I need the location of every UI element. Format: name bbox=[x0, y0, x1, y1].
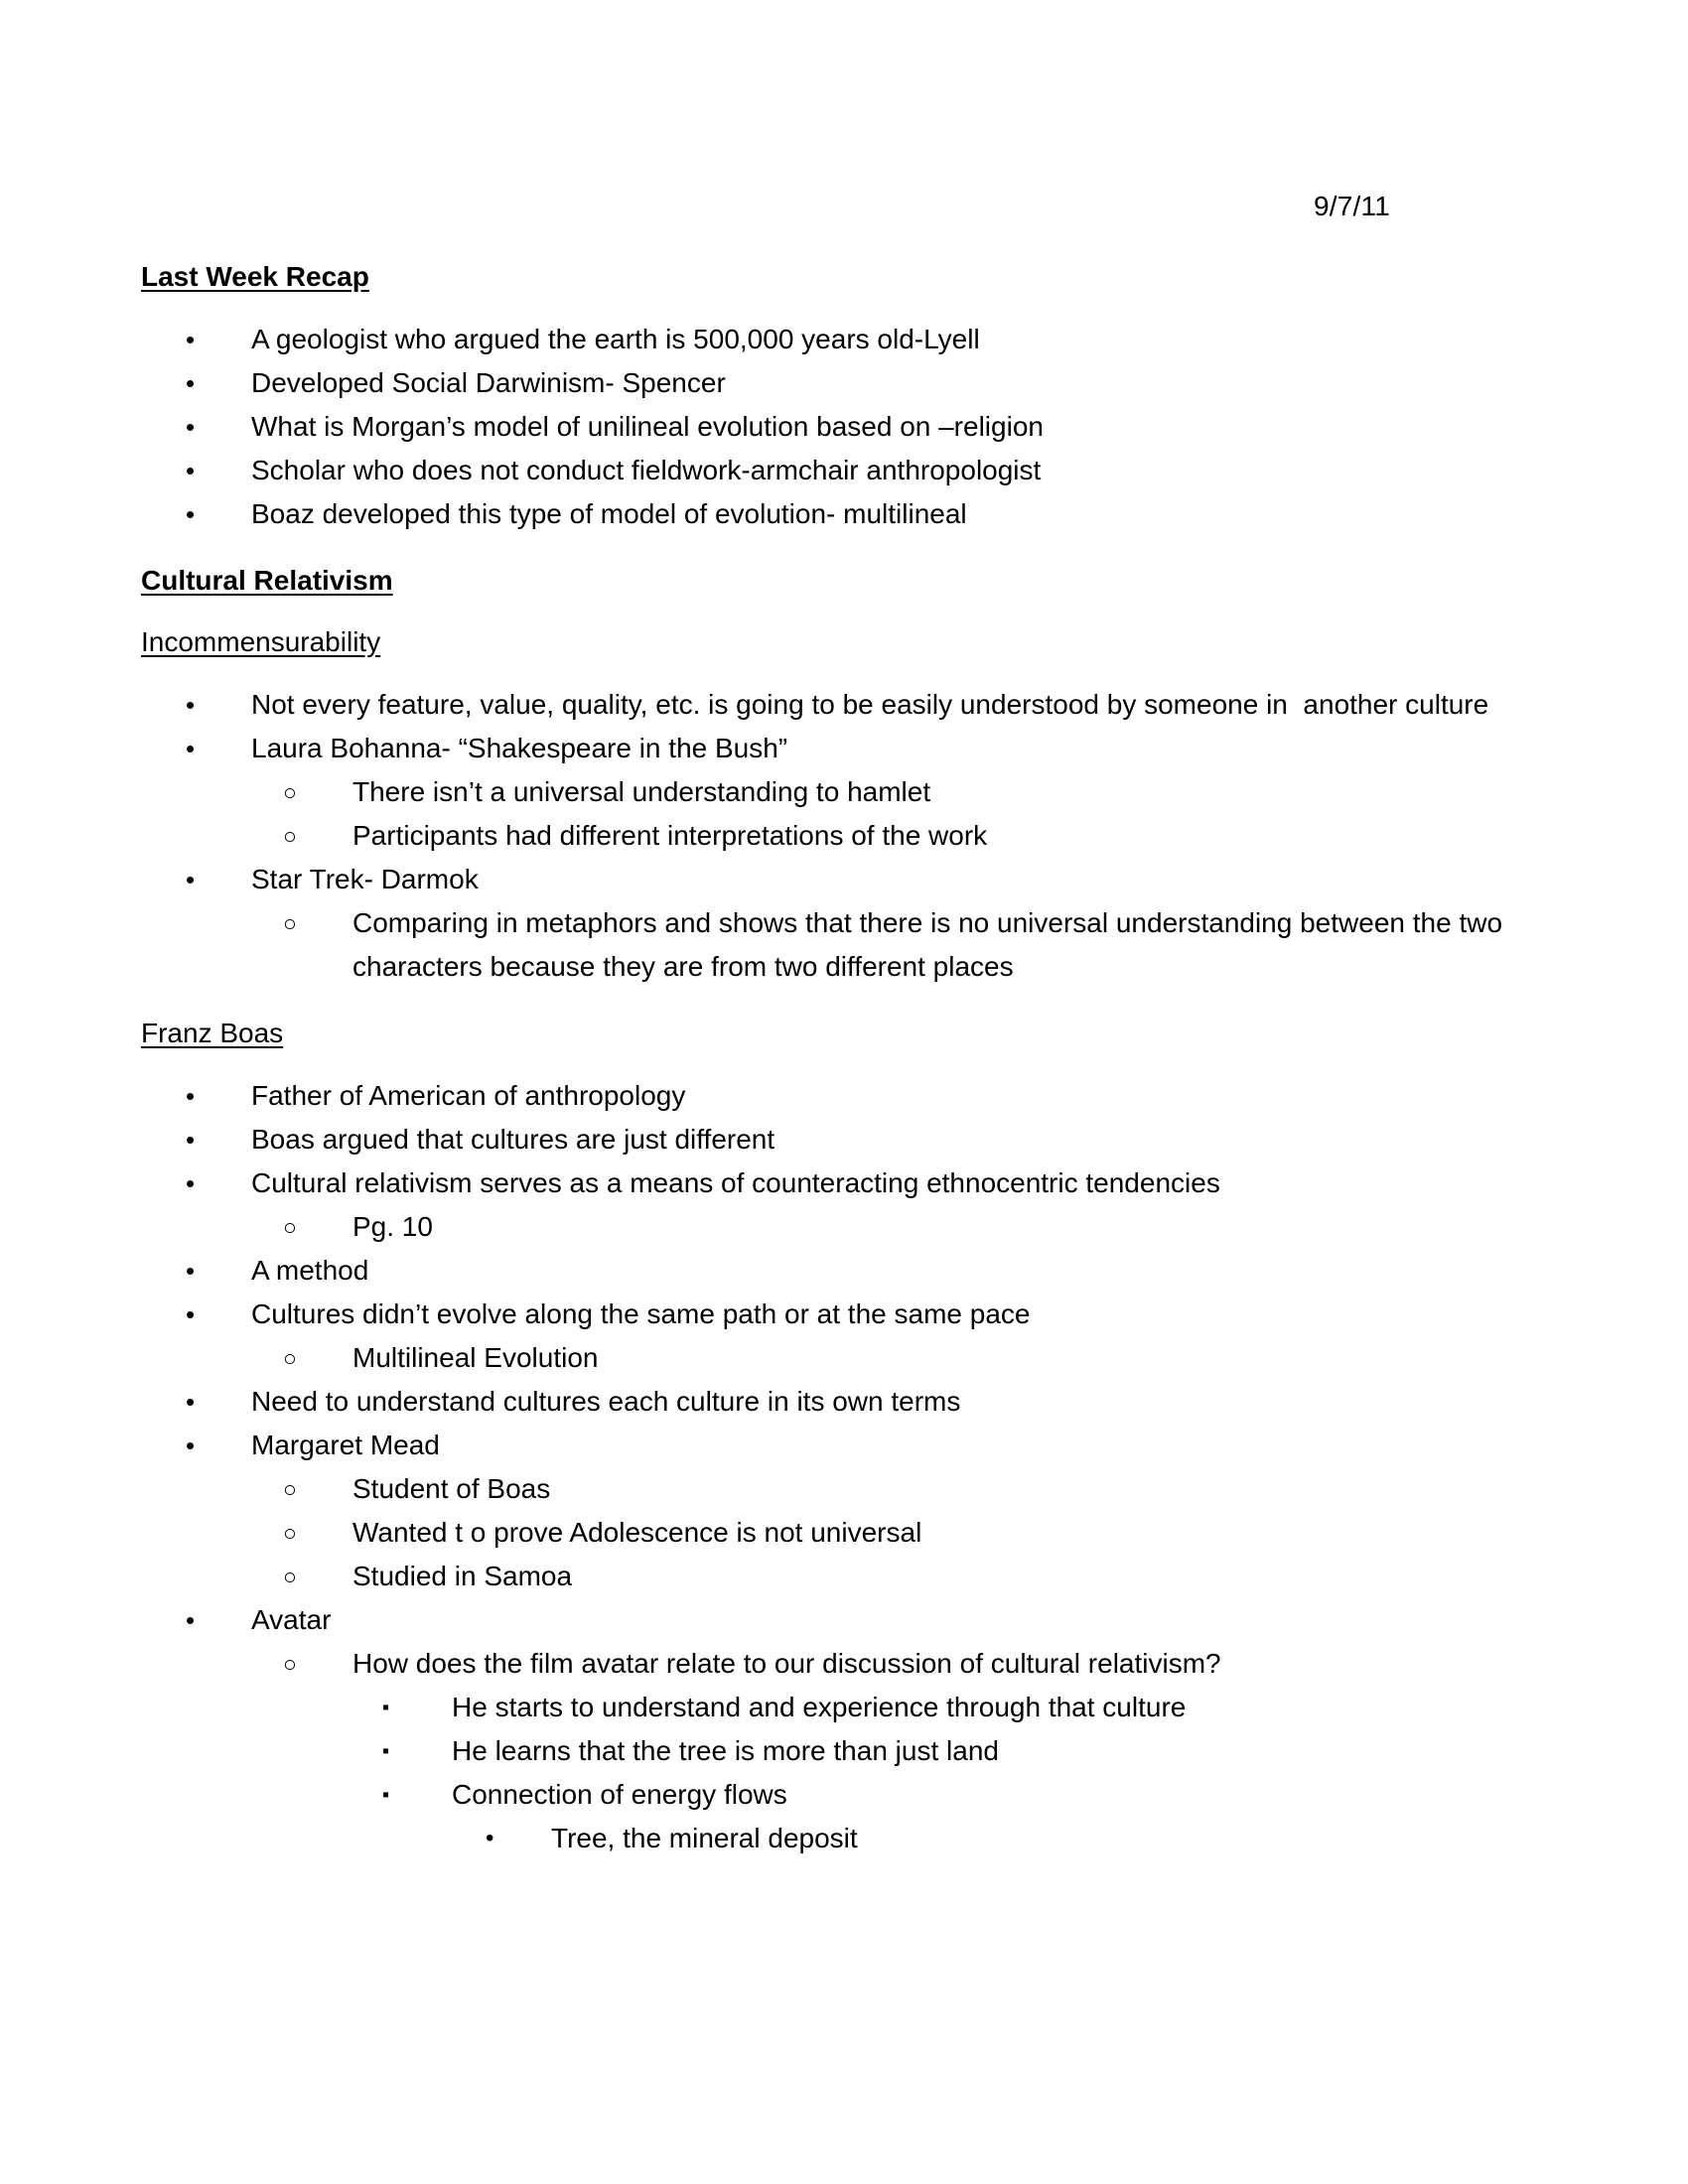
list-item bbox=[186, 1424, 1551, 1467]
list-item bbox=[283, 901, 1551, 989]
disc-bullet-icon: • bbox=[186, 1256, 196, 1286]
disc-bullet-icon: • bbox=[186, 499, 196, 529]
list-item-text: Margaret Mead bbox=[251, 1430, 440, 1460]
list-item bbox=[186, 1380, 1551, 1424]
section-heading-franz-boas: Franz Boas bbox=[141, 1018, 284, 1048]
list-item-text: What is Morgan’s model of unilineal evolution based on –religion bbox=[251, 411, 1044, 442]
square-bullet-icon: ▪ bbox=[382, 1697, 390, 1718]
list-item-text: Pg. 10 bbox=[352, 1211, 433, 1242]
list-item-text: He starts to understand and experience through that culture bbox=[452, 1692, 1187, 1722]
section-gap bbox=[141, 989, 1551, 1017]
disc-bullet-icon: • bbox=[186, 690, 196, 720]
section-heading-last-week-recap: Last Week Recap bbox=[141, 261, 369, 292]
list-item-text: How does the film avatar relate to our discussion of cultural relativism? bbox=[352, 1648, 1221, 1679]
list-item bbox=[382, 1729, 1551, 1773]
list-item-text: Developed Social Darwinism- Spencer bbox=[251, 367, 726, 398]
list-item bbox=[283, 1511, 1551, 1555]
disc-bullet-icon: • bbox=[186, 1605, 196, 1635]
disc-bullet-icon: • bbox=[186, 368, 196, 398]
list-item-text: Wanted t o prove Adolescence is not universal bbox=[352, 1517, 922, 1548]
circle-bullet-icon: ○ bbox=[283, 1564, 297, 1589]
list-item bbox=[186, 727, 1551, 770]
list-item bbox=[186, 1598, 1551, 1642]
square-bullet-icon: ▪ bbox=[382, 1784, 390, 1806]
list-item bbox=[283, 1336, 1551, 1380]
list-item-text: Boas argued that cultures are just different bbox=[251, 1124, 775, 1155]
circle-bullet-icon: ○ bbox=[283, 779, 297, 805]
square-bullet-icon: ▪ bbox=[382, 1740, 390, 1762]
list-item-text: Scholar who does not conduct fieldwork-armchair anthropologist bbox=[251, 455, 1042, 485]
list-item-text: A method bbox=[251, 1255, 369, 1286]
list-item bbox=[186, 361, 1551, 405]
list-item bbox=[186, 1161, 1551, 1205]
document-body bbox=[141, 260, 1551, 1860]
circle-bullet-icon: ○ bbox=[283, 1651, 297, 1677]
list-item-text: Tree, the mineral deposit bbox=[551, 1823, 858, 1853]
disc-bullet-icon: • bbox=[186, 1431, 196, 1460]
section-heading-row bbox=[141, 564, 1551, 598]
section-heading-row bbox=[141, 625, 1551, 659]
section-heading-incommensurability: Incommensurability bbox=[141, 626, 381, 657]
section-heading-row bbox=[141, 260, 1551, 294]
disc-bullet-icon: • bbox=[186, 1081, 196, 1111]
circle-bullet-icon: ○ bbox=[283, 823, 297, 849]
list-item-text: Boaz developed this type of model of evolution- multilineal bbox=[251, 498, 967, 529]
list-item-text: Cultural relativism serves as a means of counteracting ethnocentric tendencies bbox=[251, 1167, 1220, 1198]
disc-bullet-icon: • bbox=[186, 456, 196, 485]
list-item-text: Avatar bbox=[251, 1604, 332, 1635]
circle-bullet-icon: ○ bbox=[283, 1345, 297, 1371]
document-date: 9/7/11 bbox=[1314, 191, 1390, 221]
list-item bbox=[382, 1773, 1551, 1817]
list-item-text: Studied in Samoa bbox=[352, 1561, 573, 1591]
list-item bbox=[186, 1074, 1551, 1118]
heading-list-gap bbox=[141, 659, 1551, 683]
section-gap bbox=[141, 536, 1551, 564]
list-item bbox=[283, 1205, 1551, 1249]
list-item bbox=[186, 683, 1551, 727]
list-item bbox=[486, 1817, 1551, 1860]
list-item bbox=[283, 1467, 1551, 1511]
list-item bbox=[186, 1249, 1551, 1293]
list-item bbox=[382, 1686, 1551, 1729]
disc-bullet-icon: • bbox=[186, 412, 196, 442]
disc-bullet-icon: • bbox=[186, 734, 196, 763]
section-gap bbox=[141, 598, 1551, 625]
list-item-text: Student of Boas bbox=[352, 1473, 551, 1504]
list-item bbox=[186, 318, 1551, 361]
list-item-text: A geologist who argued the earth is 500,000 years old-Lyell bbox=[251, 324, 980, 354]
list-item bbox=[283, 1555, 1551, 1598]
heading-list-gap bbox=[141, 1050, 1551, 1074]
disc-bullet-icon: • bbox=[186, 1299, 196, 1329]
list-item bbox=[186, 449, 1551, 492]
disc-bullet-icon: • bbox=[486, 1825, 494, 1851]
list-item-text: Star Trek- Darmok bbox=[251, 864, 479, 894]
list-item bbox=[186, 1118, 1551, 1161]
disc-bullet-icon: • bbox=[186, 325, 196, 354]
list-item-text: Cultures didn’t evolve along the same path or at the same pace bbox=[251, 1298, 1031, 1329]
list-item bbox=[283, 1642, 1551, 1686]
disc-bullet-icon: • bbox=[186, 1387, 196, 1417]
circle-bullet-icon: ○ bbox=[283, 1214, 297, 1240]
list-item-text: Comparing in metaphors and shows that there is no universal understanding between the two characters because they are from two different places bbox=[352, 907, 1510, 982]
circle-bullet-icon: ○ bbox=[283, 910, 297, 936]
section-heading-row bbox=[141, 1017, 1551, 1050]
list-item-text: He learns that the tree is more than just land bbox=[452, 1735, 999, 1766]
list-item bbox=[186, 405, 1551, 449]
list-item-text: Connection of energy flows bbox=[452, 1779, 787, 1810]
list-item-text: There isn’t a universal understanding to hamlet bbox=[352, 776, 931, 807]
list-item bbox=[186, 492, 1551, 536]
list-item-text: Multilineal Evolution bbox=[352, 1342, 599, 1373]
list-item bbox=[283, 814, 1551, 858]
list-item bbox=[186, 1293, 1551, 1336]
circle-bullet-icon: ○ bbox=[283, 1476, 297, 1502]
list-item-text: Not every feature, value, quality, etc. is going to be easily understood by someone in another culture bbox=[251, 689, 1489, 720]
disc-bullet-icon: • bbox=[186, 1168, 196, 1198]
list-item bbox=[283, 770, 1551, 814]
circle-bullet-icon: ○ bbox=[283, 1520, 297, 1546]
heading-list-gap bbox=[141, 294, 1551, 318]
list-item-text: Participants had different interpretations of the work bbox=[352, 820, 988, 851]
list-item-text: Need to understand cultures each culture in its own terms bbox=[251, 1386, 961, 1417]
disc-bullet-icon: • bbox=[186, 1125, 196, 1155]
disc-bullet-icon: • bbox=[186, 865, 196, 894]
list-item-text: Laura Bohanna- “Shakespeare in the Bush” bbox=[251, 733, 788, 763]
list-item-text: Father of American of anthropology bbox=[251, 1080, 686, 1111]
section-heading-cultural-relativism: Cultural Relativism bbox=[141, 565, 393, 596]
list-item bbox=[186, 858, 1551, 901]
